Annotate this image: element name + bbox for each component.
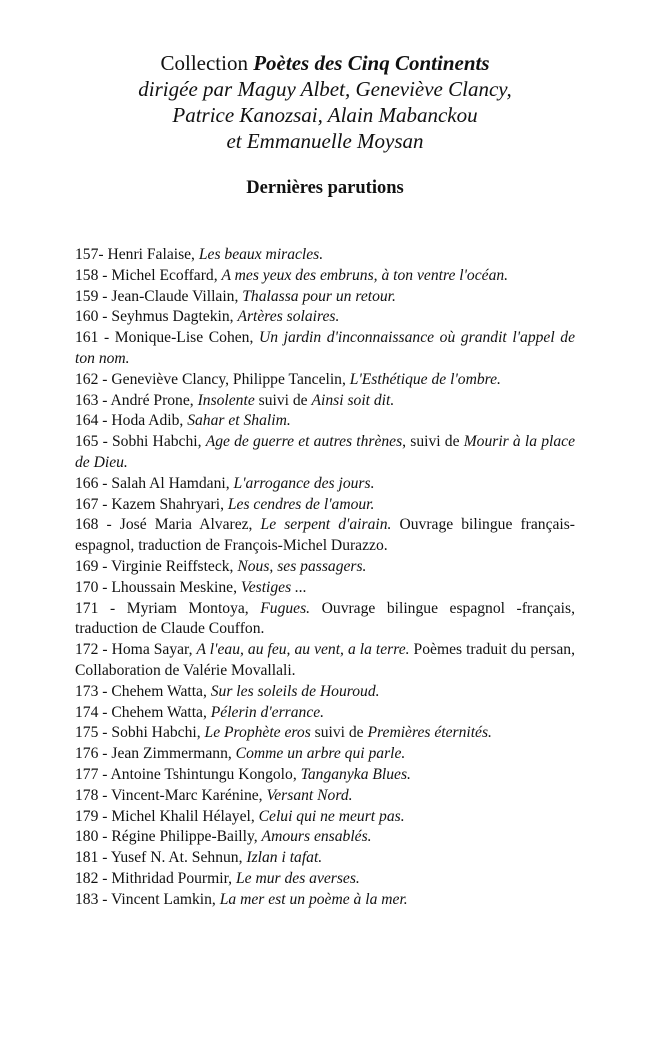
list-item [75, 827, 575, 848]
entry-author: Jean-Claude Villain, [111, 287, 243, 305]
entry-title: L'arrogance des jours. [233, 474, 375, 492]
entry-note: suivi de [310, 724, 368, 742]
entry-author: Salah Al Hamdani, [111, 474, 234, 492]
entry-title: A l'eau, au feu, au vent, a la terre. [196, 641, 410, 659]
entry-author: Henri Falaise, [107, 246, 199, 263]
entry-author: Sobhi Habchi, [111, 724, 205, 742]
list-item [75, 495, 575, 516]
list-item [75, 640, 575, 682]
entry-number: 171 - [75, 599, 127, 617]
entry-author: Kazem Shahryari, [111, 495, 228, 513]
collection-prefix: Collection [160, 51, 254, 75]
entry-number: 167 - [75, 495, 112, 513]
list-item [75, 307, 575, 328]
entry-author: Sobhi Habchi, [111, 433, 206, 451]
entry-number: 181 - [75, 849, 111, 867]
entry-title: Pélerin d'errance. [210, 703, 325, 721]
entry-author: Régine Philippe-Bailly, [111, 828, 262, 846]
list-item [75, 869, 575, 890]
entry-title: Sur les soleils de Houroud. [210, 682, 380, 700]
entry-author: José Maria Alvarez, [119, 516, 261, 534]
entry-author: Myriam Montoya, [126, 599, 261, 617]
list-item [75, 848, 575, 869]
entry-title: Comme un arbre qui parle. [235, 745, 406, 763]
entry-note: Poèmes traduit du persan, Collaboration de Valérie Movallali. [75, 641, 576, 679]
list-item [75, 432, 575, 474]
entry-author: Seyhmus Dagtekin, [111, 308, 238, 326]
editors-line-2: Patrice Kanozsai, Alain Mabanckou [172, 103, 478, 127]
publication-list [75, 245, 575, 911]
entry-title: Izlan i tafat. [246, 849, 323, 867]
editors-line-3: et Emmanuelle Moysan [226, 129, 424, 153]
entry-title: Les cendres de l'amour. [227, 495, 375, 513]
entry-title: Versant Nord. [266, 786, 353, 804]
entry-author: Lhoussain Meskine, [111, 578, 241, 596]
entry-title: Un jardin d'inconnaissance où grandit l'appel de ton nom. [75, 329, 575, 367]
list-item [75, 411, 575, 432]
entry-title: Fugues. [260, 599, 311, 617]
entry-number: 178 - [75, 786, 112, 804]
entry-title-secondary: Premières éternités. [367, 724, 492, 742]
entry-title: Nous, ses passagers. [237, 557, 367, 575]
list-item [75, 370, 575, 391]
list-item [75, 786, 575, 807]
entry-title-secondary: Mourir à la place de Dieu. [75, 433, 576, 471]
entry-number: 168 - [75, 516, 120, 534]
entry-title: Insolente [197, 391, 255, 409]
entry-title: Vestiges ... [240, 578, 307, 596]
entry-title: A mes yeux des embruns, à ton ventre l'océan. [221, 266, 509, 284]
collection-name: Poètes des Cinq Continents [253, 51, 490, 75]
entry-title: Le serpent d'airain. [260, 516, 392, 534]
entry-number: 170 - [75, 578, 112, 596]
list-item [75, 557, 575, 578]
list-item [75, 328, 575, 370]
collection-header [0, 50, 650, 154]
entry-author: Antoine Tshintungu Kongolo, [110, 765, 301, 783]
entry-title: Le Prophète eros [204, 724, 311, 742]
collection-title-line [0, 50, 650, 76]
list-item [75, 391, 575, 412]
entry-number: 160 - [75, 308, 112, 326]
entry-author: Michel Ecoffard, [111, 266, 222, 284]
entry-number: 159 - [75, 287, 112, 305]
entry-title: Le mur des averses. [235, 869, 360, 887]
entry-title: Les beaux miracles. [198, 246, 324, 263]
entry-author: Geneviève Clancy, Philippe Tancelin, [111, 370, 350, 388]
entry-number: 183 - [75, 890, 112, 908]
list-item [75, 723, 575, 744]
entry-author: Homa Sayar, [111, 641, 197, 659]
list-item [75, 765, 575, 786]
list-item [75, 245, 575, 266]
entry-title: Artères solaires. [237, 308, 340, 326]
list-item [75, 287, 575, 308]
entry-number: 175 - [75, 724, 112, 742]
list-item [75, 682, 575, 703]
editors-line-1: dirigée par Maguy Albet, Geneviève Clancy, [138, 77, 512, 101]
list-item [75, 744, 575, 765]
entry-author: Hoda Adib, [111, 412, 188, 430]
entry-note: Ouvrage bilingue espagnol -français, traduction de Claude Couffon. [75, 599, 575, 638]
entry-number: 173 - [75, 682, 112, 700]
entry-title: Amours ensablés. [261, 828, 372, 846]
entry-author: Chehem Watta, [111, 682, 211, 700]
entry-author: Michel Khalil Hélayel, [111, 807, 259, 825]
entry-number: 179 - [75, 807, 112, 825]
entry-title: Age de guerre et autres thrènes [205, 433, 403, 451]
entry-note: Ouvrage bilingue français-espagnol, traduction de François-Michel Durazzo. [75, 516, 576, 555]
list-item [75, 807, 575, 828]
entry-note: , suivi de [402, 433, 464, 451]
entry-number: 162 - [75, 370, 112, 388]
list-item [75, 599, 575, 641]
entry-title: L'Esthétique de l'ombre. [349, 370, 501, 388]
entry-author: Yusef N. At. Sehnun, [110, 849, 247, 867]
entry-title: Celui qui ne meurt pas. [258, 807, 405, 825]
entry-title: Tanganyka Blues. [300, 765, 411, 783]
entry-title: Sahar et Shalim. [187, 412, 291, 430]
entry-author: Virginie Reiffsteck, [111, 557, 238, 575]
entry-number: 165 - [75, 433, 112, 451]
entry-author: Vincent-Marc Karénine, [111, 786, 267, 804]
list-item [75, 890, 575, 911]
entry-author: Jean Zimmermann, [111, 745, 236, 763]
entry-title-secondary: Ainsi soit dit. [311, 391, 395, 409]
list-item [75, 266, 575, 287]
entry-note: suivi de [254, 391, 312, 409]
entry-number: 180 - [75, 828, 112, 846]
entry-number: 182 - [75, 869, 112, 887]
entry-author: Chehem Watta, [111, 703, 211, 721]
entry-number: 177 - [75, 765, 111, 783]
entry-title: La mer est un poème à la mer. [219, 890, 408, 908]
list-item [75, 703, 575, 724]
entry-author: Monique-Lise Cohen, [114, 329, 259, 347]
entry-author: André Prone, [110, 391, 198, 409]
entry-author: Vincent Lamkin, [111, 890, 220, 908]
entry-number: 164 - [75, 412, 112, 430]
entry-number: 172 - [75, 641, 112, 659]
section-heading: Dernières parutions [246, 178, 404, 198]
entry-number: 176 - [75, 745, 112, 763]
entry-number: 157- [75, 246, 108, 263]
entry-title: Thalassa pour un retour. [242, 287, 396, 305]
entry-number: 158 - [75, 266, 112, 284]
list-item [75, 474, 575, 495]
entry-number: 174 - [75, 703, 112, 721]
entry-number: 166 - [75, 474, 112, 492]
list-item [75, 578, 575, 599]
entry-number: 163 - [75, 391, 111, 409]
entry-number: 169 - [75, 557, 112, 575]
entry-author: Mithridad Pourmir, [111, 869, 236, 887]
list-item [75, 515, 575, 557]
entry-number: 161 - [75, 329, 115, 347]
